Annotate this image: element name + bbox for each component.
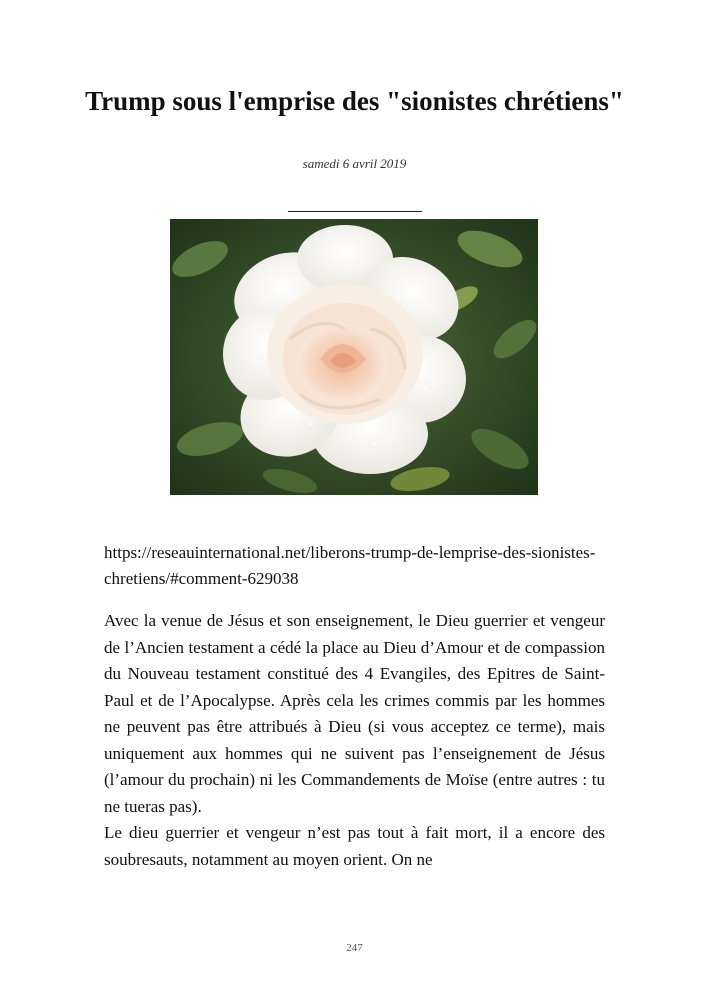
rose-photo [170,219,538,495]
source-url: https://reseauinternational.net/liberons-trump-de-lemprise-des-sionistes-chretiens/#comment-629038 [104,543,596,588]
article-paragraph-2: Le dieu guerrier et vengeur n’est pas tout à fait mort, il a encore des soubresauts, notamment au moyen orient. On ne [104,823,605,869]
article-title: Trump sous l'emprise des "sionistes chrétiens" [85,86,624,116]
rose-photo-illustration [170,219,538,495]
article-body [104,608,605,873]
article-date: samedi 6 avril 2019 [302,156,407,171]
page-number: 247 [346,942,363,954]
article-paragraph-1: Avec la venue de Jésus et son enseignement, le Dieu guerrier et vengeur de l’Ancien testament a cédé la place au Dieu d’Amour et de compassion du Nouveau testament constitué des 4 Evangiles, des Epitres de Saint-Paul et de l’Apocalypse. Après cela les crimes commis par les hommes ne peuvent pas être attribués à Dieu (si vous acceptez ce terme), mais uniquement aux hommes qui ne suivent pas l’enseignement de Jésus (l’amour du prochain) ni les Commandements de Moïse (entre autres : tu ne tueras pas). [104,611,605,816]
title-divider [288,211,422,212]
